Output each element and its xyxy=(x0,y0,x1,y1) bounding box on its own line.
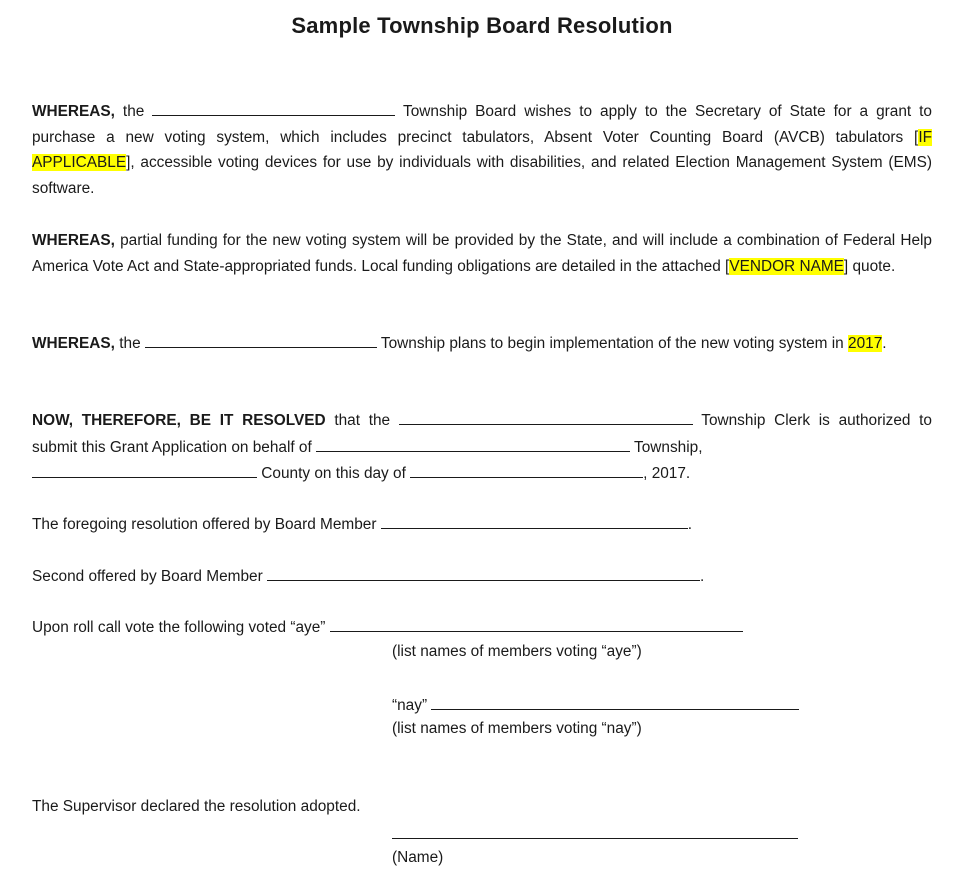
county-blank[interactable] xyxy=(32,462,257,478)
whereas-label: WHEREAS, xyxy=(32,335,115,352)
signature-line xyxy=(392,823,798,845)
resolved-line-1: NOW, THEREFORE, BE IT RESOLVED that the Township Clerk is authorized to xyxy=(32,408,932,434)
offered-member-blank[interactable] xyxy=(381,513,688,529)
aye-names-blank[interactable] xyxy=(330,616,743,632)
aye-note: (list names of members voting “aye”) xyxy=(392,643,642,660)
second-member-blank[interactable] xyxy=(267,565,700,581)
whereas-paragraph-1: WHEREAS, the Township Board wishes to apply to the Secretary of State for a grant to purchase a new voting system, which includes precinct tabulators, Absent Voter Counting Board (AVCB) tabulators [IF APPLICABLE], accessible voting devices for use by individuals with disabilities, and related Election Management System (EMS) software. xyxy=(32,99,932,201)
whereas-label: WHEREAS, xyxy=(32,103,115,120)
signature-blank[interactable] xyxy=(392,823,798,839)
resolved-label: NOW, THEREFORE, BE IT RESOLVED xyxy=(32,412,326,429)
declared-line: The Supervisor declared the resolution adopted. xyxy=(32,798,361,815)
resolved-line-2: submit this Grant Application on behalf of Township, xyxy=(32,436,702,458)
nay-note: (list names of members voting “nay”) xyxy=(392,720,642,737)
behalf-of-blank[interactable] xyxy=(316,436,630,452)
whereas-paragraph-2: WHEREAS, partial funding for the new voting system will be provided by the State, and will include a combination of Federal Help America Vote Act and State-appropriated funds. Local funding obligations are detailed in the attached [VENDOR NAME] quote. xyxy=(32,232,932,275)
day-blank[interactable] xyxy=(410,462,643,478)
nay-line: “nay” xyxy=(392,694,799,716)
document-title: Sample Township Board Resolution xyxy=(291,13,673,38)
year-highlight: 2017 xyxy=(848,335,883,352)
clerk-township-blank[interactable] xyxy=(399,409,693,425)
if-applicable-highlight: IF APPLICABLE xyxy=(32,128,932,172)
second-line: Second offered by Board Member . xyxy=(32,565,704,587)
board-name-blank[interactable] xyxy=(152,100,395,116)
township-name-blank[interactable] xyxy=(145,332,377,348)
vendor-name-highlight: VENDOR NAME xyxy=(729,257,844,275)
nay-names-blank[interactable] xyxy=(431,694,799,710)
signature-name-label: (Name) xyxy=(392,849,444,866)
resolved-line-3: County on this day of , 2017. xyxy=(32,462,690,484)
roll-call-line: Upon roll call vote the following voted “aye” xyxy=(32,616,743,638)
whereas-paragraph-3: WHEREAS, the Township plans to begin implementation of the new voting system in 2017. xyxy=(32,331,932,357)
whereas-label: WHEREAS, xyxy=(32,232,115,249)
offered-line: The foregoing resolution offered by Board Member . xyxy=(32,513,692,535)
